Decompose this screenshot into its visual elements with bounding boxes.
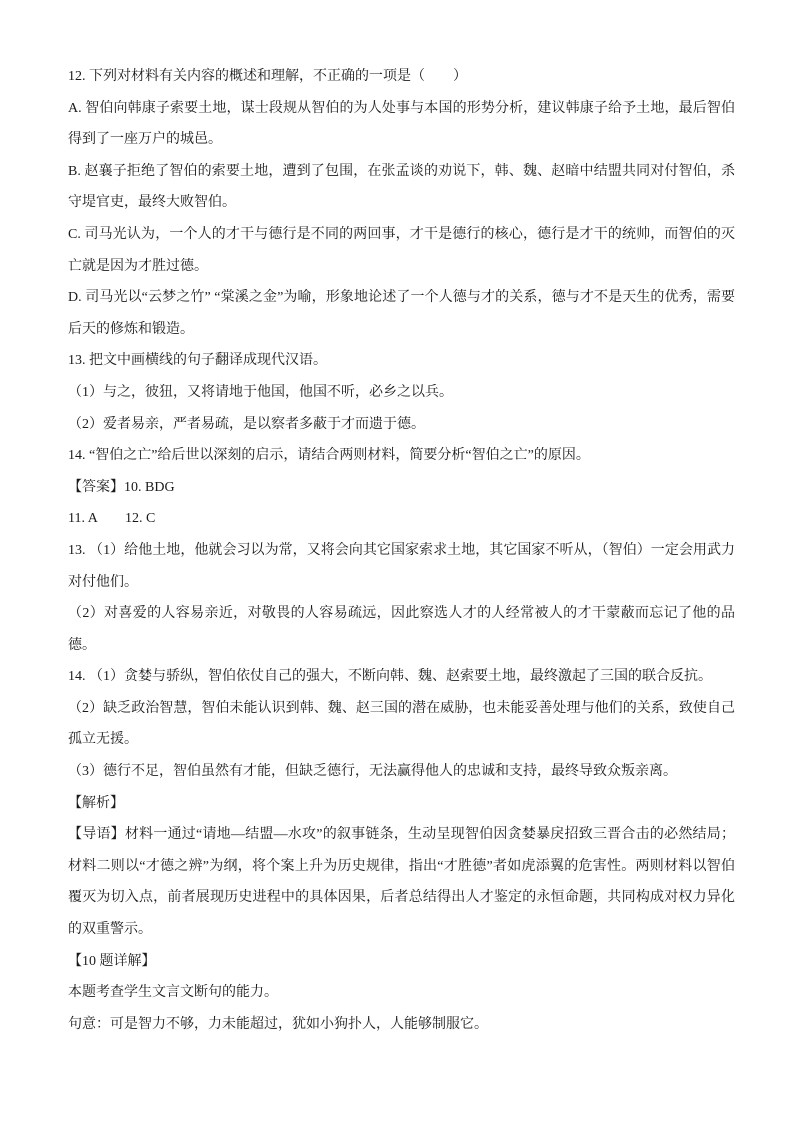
analysis-overview: 【导语】材料一通过“请地—结盟—水攻”的叙事链条，生动呈现智伯因贪婪暴戾招致三晋合击的必然结局；材料二则以“才德之辨”为纲，将个案上升为历史规律，指出“才胜德”者如虎添翼的危害性。两则材料以智伯覆灭为切入点，前者展现历史进程中的具体因果，后者总结得出人才鉴定的永恒命题，共同构成对权力异化的双重警示。 bbox=[68, 827, 735, 938]
analysis-label: 【解析】 bbox=[68, 795, 124, 811]
option-b: B. 赵襄子拒绝了智伯的索要土地，遭到了包围，在张孟谈的劝说下，韩、魏、赵暗中结盟共同对付智伯，杀守堤官吏，最终大败智伯。 bbox=[68, 163, 735, 211]
answer-14-part2: （2）缺乏政治智慧，智伯未能认识到韩、魏、赵三国的潜在威胁，也未能妥善处理与他们的关系，致使自己孤立无援。 bbox=[68, 700, 735, 748]
option-a: A. 智伯向韩康子索要土地，谋士段规从智伯的为人处事与本国的形势分析，建议韩康子给予土地，最后智伯得到了一座万户的城邑。 bbox=[68, 100, 735, 148]
answer-11-12: 11. A 12. C bbox=[68, 511, 156, 527]
detail-body-2: 句意：可是智力不够，力未能超过，犹如小狗扑人，人能够制服它。 bbox=[68, 1016, 488, 1032]
answer-14-part3: （3）德行不足，智伯虽然有才能，但缺乏德行，无法赢得他人的忠诚和支持，最终导致众叛亲离。 bbox=[68, 764, 677, 780]
question-14: 14. “智伯之亡”给后世以深刻的启示，请结合两则材料，简要分析“智伯之亡”的原因。 bbox=[68, 448, 590, 464]
question-13-sub1: （1）与之，彼狃，又将请地于他国，他国不听，必乡之以兵。 bbox=[68, 384, 453, 400]
answer-13-part1: 13. （1）给他土地，他就会习以为常，又将会向其它国家索求土地，其它国家不听从，（智伯）一定会用武力对付他们。 bbox=[68, 542, 735, 590]
question-13: 13. 把文中画横线的句子翻译成现代汉语。 bbox=[68, 353, 327, 369]
option-d: D. 司马光以“云梦之竹” “棠溪之金”为喻，形象地论述了一个人德与才的关系，德与才不是天生的优秀，需要后天的修炼和锻造。 bbox=[68, 290, 735, 337]
answer-13-part2: （2）对喜爱的人容易亲近，对敬畏的人容易疏远，因此察选人才的人经常被人的才干蒙蔽而忘记了他的品德。 bbox=[68, 606, 735, 653]
question-13-sub2: （2）爱者易亲，严者易疏，是以察者多蔽于才而遗于德。 bbox=[68, 416, 425, 432]
answer-heading: 【答案】10. BDG bbox=[68, 479, 175, 495]
detail-heading-q10: 【10 题详解】 bbox=[68, 953, 156, 969]
question-12: 12. 下列对材料有关内容的概述和理解，不正确的一项是（ ） bbox=[68, 69, 467, 84]
answer-14-part1: 14. （1）贪婪与骄纵，智伯依仗自己的强大，不断向韩、魏、赵索要土地，最终激起了三国的联合反抗。 bbox=[68, 669, 712, 685]
option-c: C. 司马光认为，一个人的才干与德行是不同的两回事，才干是德行的核心，德行是才干的统帅，而智伯的灭亡就是因为才胜过德。 bbox=[68, 226, 735, 274]
detail-body-1: 本题考查学生文言文断句的能力。 bbox=[68, 985, 278, 1001]
